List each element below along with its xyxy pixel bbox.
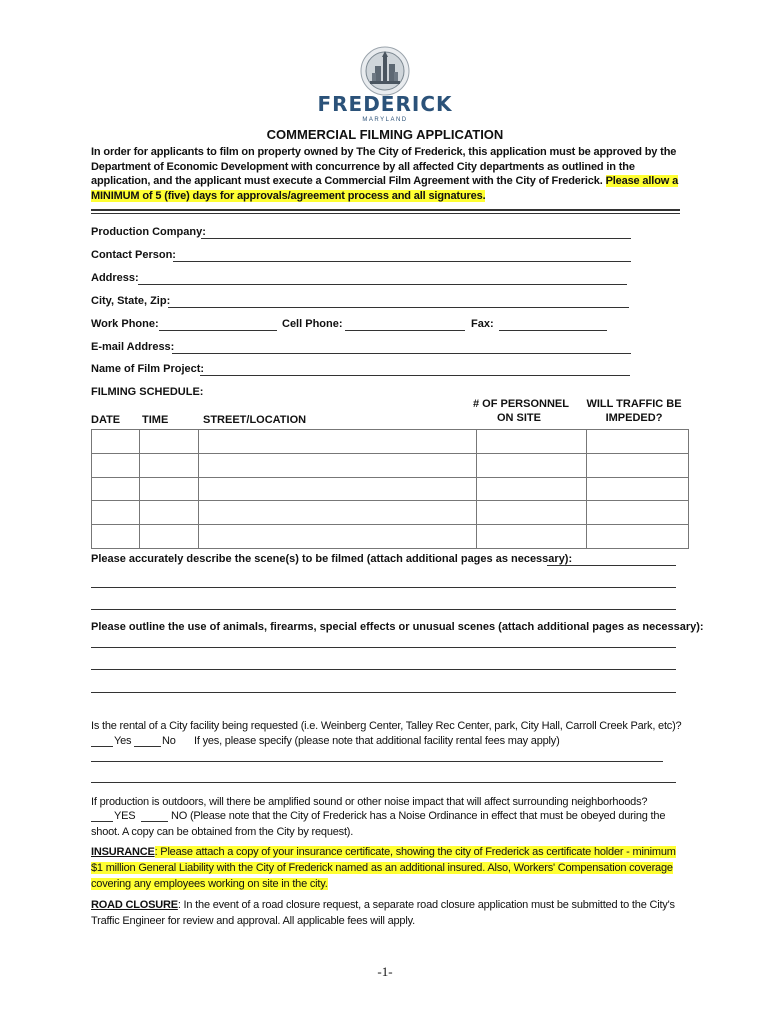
facility-yes-blank[interactable] [91,746,113,747]
form-title: COMMERCIAL FILMING APPLICATION [266,127,504,142]
animals-question: Please outline the use of animals, firearms, special effects or unusual scenes (attach additional pages as necessary): [91,621,704,633]
film-project-label: Name of Film Project: [91,363,205,375]
time-cell[interactable] [140,477,199,501]
divider-thick [91,209,680,211]
insurance-paragraph [91,844,681,892]
road-closure-text: : In the event of a road closure request, a separate road closure application must be submitted to the City's Traffic Engineer for review and approval. All applicable fees will apply. [91,899,675,927]
col-time: TIME [142,414,169,426]
intro-highlight: Please allow a MINIMUM of 5 (five) days for approvals/agreement process and all signatures. [91,175,679,202]
location-cell[interactable] [199,477,477,501]
page-number: -1- [377,964,393,979]
time-cell[interactable] [140,430,199,454]
email-label: E-mail Address: [91,341,175,353]
date-cell[interactable] [92,453,140,477]
animals-field-line[interactable] [91,669,676,670]
brand-name: FREDERICK [317,92,453,116]
date-cell[interactable] [92,525,140,549]
production-company-field[interactable] [201,238,631,239]
divider-thin [91,213,680,214]
location-cell[interactable] [199,501,477,525]
noise-question: If production is outdoors, will there be amplified sound or other noise impact that will affect surrounding neighborhoods? [91,796,648,808]
table-row [92,525,689,549]
address-field[interactable] [138,284,627,285]
col-personnel-line1: # OF PERSONNEL [473,398,569,410]
intro-paragraph [91,145,681,203]
col-traffic [584,398,684,424]
col-location: STREET/LOCATION [203,414,307,426]
facility-field-line[interactable] [91,761,663,762]
animals-field-line[interactable] [91,647,676,648]
address-label: Address: [91,272,139,284]
contact-person-label: Contact Person: [91,249,176,261]
scenes-field-line[interactable] [91,587,676,588]
city-seal-logo [360,46,410,96]
scenes-field-line[interactable] [91,609,676,610]
brand-state: MARYLAND [362,117,408,123]
film-project-field[interactable] [200,375,630,376]
facility-field-line[interactable] [91,782,676,783]
road-closure-paragraph [91,897,681,929]
road-closure-label: ROAD CLOSURE [91,899,178,911]
personnel-cell[interactable] [477,525,587,549]
noise-yes-label: YES [114,810,136,822]
cell-phone-label: Cell Phone: [282,318,343,330]
date-cell[interactable] [92,430,140,454]
work-phone-field[interactable] [159,330,277,331]
facility-no-label: No [162,735,176,747]
traffic-cell[interactable] [587,477,689,501]
time-cell[interactable] [140,453,199,477]
traffic-cell[interactable] [587,453,689,477]
col-personnel [473,398,569,424]
date-cell[interactable] [92,501,140,525]
animals-field-line[interactable] [91,692,676,693]
contact-person-field[interactable] [173,261,631,262]
col-traffic-line1: WILL TRAFFIC BE [586,398,682,410]
fax-field[interactable] [499,330,607,331]
personnel-cell[interactable] [477,453,587,477]
personnel-cell[interactable] [477,430,587,454]
table-row [92,430,689,454]
facility-specify: If yes, please specify (please note that additional facility rental fees may apply) [194,735,560,747]
traffic-cell[interactable] [587,501,689,525]
scenes-field-inline[interactable] [547,565,676,566]
col-date: DATE [91,414,121,426]
col-personnel-line2: ON SITE [496,412,541,424]
table-row [92,453,689,477]
work-phone-label: Work Phone: [91,318,159,330]
email-field[interactable] [172,353,631,354]
location-cell[interactable] [199,430,477,454]
traffic-cell[interactable] [587,430,689,454]
traffic-cell[interactable] [587,525,689,549]
personnel-cell[interactable] [477,501,587,525]
facility-no-blank[interactable] [134,746,161,747]
schedule-table [91,429,689,549]
city-state-zip-field[interactable] [168,307,629,308]
insurance-text: : Please attach a copy of your insurance certificate, showing the city of Frederick as certificate holder - minimum $1 million General Liability with the City of Frederick named as an additional insured. Also, Workers' Compensation coverage covering any employees working on site in the city. [91,846,676,890]
scenes-question: Please accurately describe the scene(s) to be filmed (attach additional pages as necessary): [91,553,573,565]
intro-text: In order for applicants to film on property owned by The City of Frederick, this application must be approved by the Department of Economic Development with concurrence by all affected City departments as outlined in the application, and the applicant must execute a Commercial Film Agreement with the City of Frederick. [91,146,677,187]
col-traffic-line2: IMPEDED? [605,412,663,424]
time-cell[interactable] [140,501,199,525]
noise-no-note: NO (Please note that the City of Frederick has a Noise Ordinance in effect that must be obeyed during the shoot. A copy can be obtained from the City by request). [91,810,666,838]
time-cell[interactable] [140,525,199,549]
date-cell[interactable] [92,477,140,501]
location-cell[interactable] [199,453,477,477]
production-company-label: Production Company: [91,226,206,238]
city-state-zip-label: City, State, Zip: [91,295,171,307]
facility-question: Is the rental of a City facility being requested (i.e. Weinberg Center, Talley Rec Center, park, City Hall, Carroll Creek Park, etc)? [91,720,682,732]
cell-phone-field[interactable] [345,330,465,331]
facility-yes-label: Yes [114,735,132,747]
personnel-cell[interactable] [477,477,587,501]
filming-schedule-heading: FILMING SCHEDULE: [91,386,204,398]
table-row [92,501,689,525]
location-cell[interactable] [199,525,477,549]
table-row [92,477,689,501]
insurance-label: INSURANCE [91,846,155,858]
fax-label: Fax: [471,318,494,330]
